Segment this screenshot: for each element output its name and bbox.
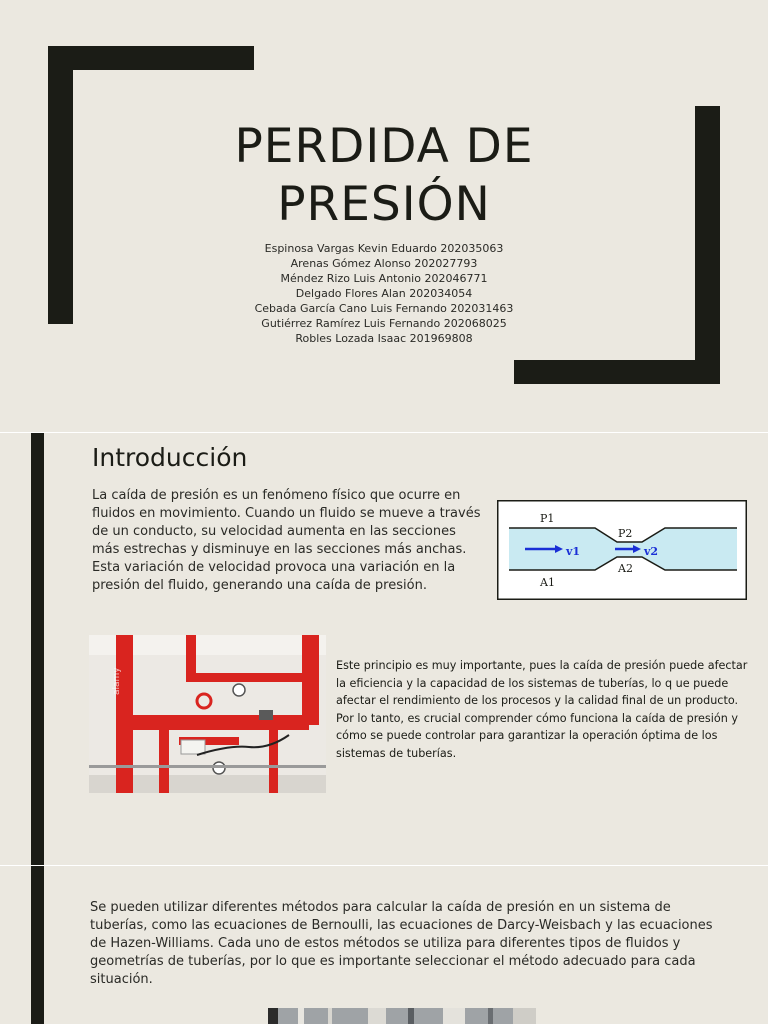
label-a2: A2 <box>618 562 633 575</box>
label-p2: P2 <box>618 527 633 540</box>
left-accent-bar <box>31 433 44 865</box>
author-list <box>150 241 618 346</box>
slide-title: PERDIDA DE PRESIÓN <box>234 119 534 232</box>
pipe-horizontal-top <box>186 673 306 682</box>
frame-bar-top-left-horizontal <box>48 46 254 70</box>
left-accent-bar <box>31 866 44 1024</box>
author-name: Robles Lozada Isaac 201969808 <box>295 332 473 345</box>
photo-watermark: alamy <box>112 667 122 695</box>
author-name: Delgado Flores Alan 202034054 <box>295 287 473 300</box>
introduction-slide <box>0 433 768 865</box>
frame-bar-top-left-vertical <box>48 46 73 324</box>
switch-box <box>181 740 205 754</box>
pipe-horizontal-main <box>133 715 309 730</box>
principle-paragraph-2: Por lo tanto, es crucial comprender cómo funciona la caída de presión y cómo se puede controlar para garantizar la operación óptima de los sistemas de tuberías. <box>336 711 738 760</box>
pipe-vertical-lower <box>159 730 169 793</box>
venturi-diagram <box>497 500 747 600</box>
author-name: Gutiérrez Ramírez Luis Fernando 202068025 <box>261 317 507 330</box>
gauge-icon <box>233 684 245 696</box>
methods-paragraph: Se pueden utilizar diferentes métodos para calcular la caída de presión en un sistema de tuberías, como las ecuaciones de Bernoulli, las ecuaciones de Darcy-Weisbach y las ecuaciones de Hazen-Williams. Cada uno de estos métodos se utiliza para diferentes tipos de fluidos y geometrías de tuberías, por lo que es importante seleccionar el método adecuado para cada situación. <box>90 900 713 987</box>
title-slide <box>0 0 768 432</box>
principle-text-block <box>336 657 756 762</box>
building-photo <box>268 1008 536 1024</box>
section-heading: Introducción <box>92 443 248 472</box>
author-name: Espinosa Vargas Kevin Eduardo 202035063 <box>264 242 504 255</box>
author-name: Arenas Gómez Alonso 202027793 <box>290 257 478 270</box>
principle-paragraph-1: Este principio es muy importante, pues la caída de presión puede afectar la eficiencia y la capacidad de los sistemas de tuberías, lo q ue puede afectar el rendimiento de los procesos y la calidad final de un producto. <box>336 659 748 707</box>
author-name: Cebada García Cano Luis Fernando 202031463 <box>254 302 514 315</box>
pipe-vertical-left <box>116 635 133 793</box>
methods-slide <box>0 866 768 1024</box>
label-a1: A1 <box>540 576 555 589</box>
pipe-vertical-lower-right <box>269 730 278 793</box>
red-pipes-photo <box>89 635 326 793</box>
frame-bar-bottom-right-vertical <box>695 106 720 384</box>
intro-paragraph: La caída de presión es un fenómeno físico que ocurre en fluidos en movimiento. Cuando un fluido se mueve a través de un conducto, su velocidad aumenta en las secciones más estrechas y disminuye en las secciones más anchas. Esta variación de velocidad provoca una variación en la presión del fluido, generando una caída de presión. <box>92 488 481 593</box>
author-name: Méndez Rizo Luis Antonio 202046771 <box>280 272 488 285</box>
frame-bar-bottom-right-horizontal <box>514 360 720 384</box>
label-v2: v2 <box>644 545 659 558</box>
label-p1: P1 <box>540 512 555 525</box>
valve-body <box>259 710 273 720</box>
label-v1: v1 <box>566 545 581 558</box>
